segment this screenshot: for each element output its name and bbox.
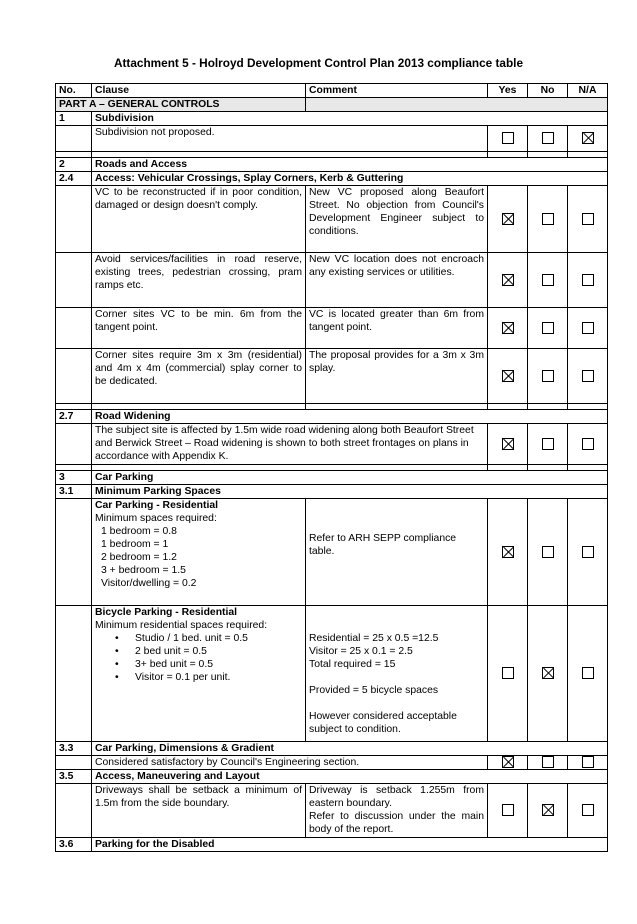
header-no: No. xyxy=(56,84,92,98)
checkbox[interactable] xyxy=(582,213,594,225)
table-header-row xyxy=(56,84,608,98)
checkbox-checked[interactable] xyxy=(542,804,554,816)
clause-text: Avoid services/facilities in road reserve, existing trees, pedestrian crossing, pram ramps etc. xyxy=(92,253,306,308)
comment-cell xyxy=(306,499,488,606)
header-yes: Yes xyxy=(488,84,528,98)
checkbox-checked[interactable] xyxy=(502,213,514,225)
bicycle-requirements-list xyxy=(95,632,302,684)
section-row xyxy=(56,471,608,485)
list-item: • Studio / 1 bed. unit = 0.5 xyxy=(115,632,302,645)
checkbox[interactable] xyxy=(542,213,554,225)
comment-cell xyxy=(306,784,488,838)
clause-text: Corner sites require 3m x 3m (residential) and 4m x 4m (commercial) splay corner to be dedicated. xyxy=(92,349,306,404)
yes-cell xyxy=(488,126,528,152)
part-a-filler xyxy=(306,98,608,112)
header-comment: Comment xyxy=(306,84,488,98)
checkbox[interactable] xyxy=(582,756,594,768)
list-item: • 3+ bed unit = 0.5 xyxy=(115,658,302,671)
checkbox[interactable] xyxy=(542,438,554,450)
list-item: 1 bedroom = 0.8 xyxy=(101,526,177,537)
section-title: Road Widening xyxy=(92,410,608,424)
list-item: • Visitor = 0.1 per unit. xyxy=(115,671,302,684)
page-title: Attachment 5 - Holroyd Development Control Plan 2013 compliance table xyxy=(113,56,524,70)
clause-text: VC to be reconstructed if in poor condition, damaged or design doesn't comply. xyxy=(92,186,306,253)
section-number: 2 xyxy=(56,158,92,172)
part-a-heading: PART A – GENERAL CONTROLS xyxy=(56,98,306,112)
comment-line: Provided = 5 bicycle spaces xyxy=(309,685,439,696)
checkbox[interactable] xyxy=(542,322,554,334)
section-title: Access: Vehicular Crossings, Splay Corners, Kerb & Guttering xyxy=(92,172,608,186)
section-title: Minimum Parking Spaces xyxy=(92,485,608,499)
table-row xyxy=(56,499,608,606)
clause-text: Corner sites VC to be min. 6m from the tangent point. xyxy=(92,308,306,349)
table-row xyxy=(56,126,608,152)
na-cell xyxy=(568,126,608,152)
comment-text: New VC location does not encroach any existing services or utilities. xyxy=(306,253,488,308)
checkbox[interactable] xyxy=(582,438,594,450)
section-row xyxy=(56,485,608,499)
section-row xyxy=(56,112,608,126)
table-row xyxy=(56,253,608,308)
checkbox[interactable] xyxy=(582,804,594,816)
comment-line: Driveway is setback 1.255m from eastern boundary. xyxy=(309,785,484,809)
checkbox-checked[interactable] xyxy=(502,756,514,768)
section-title: Car Parking, Dimensions & Gradient xyxy=(92,742,608,756)
header-no-col: No xyxy=(528,84,568,98)
part-a-row xyxy=(56,98,608,112)
header-na: N/A xyxy=(568,84,608,98)
section-title: Roads and Access xyxy=(92,158,608,172)
comment-line: Total required = 15 xyxy=(309,659,396,670)
list-item: 2 bedroom = 1.2 xyxy=(101,552,177,563)
list-item: • 2 bed unit = 0.5 xyxy=(115,645,302,658)
clause-text: Driveways shall be setback a minimum of 1.5m from the side boundary. xyxy=(92,784,306,838)
checkbox[interactable] xyxy=(582,667,594,679)
section-row xyxy=(56,172,608,186)
checkbox[interactable] xyxy=(582,274,594,286)
header-clause: Clause xyxy=(92,84,306,98)
section-title: Subdivision xyxy=(92,112,608,126)
table-row xyxy=(56,186,608,253)
comment-text: VC is located greater than 6m from tangent point. xyxy=(306,308,488,349)
bicycle-parking-intro: Minimum residential spaces required: xyxy=(95,620,268,631)
table-row xyxy=(56,606,608,742)
section-row xyxy=(56,410,608,424)
section-number: 2.7 xyxy=(56,410,92,424)
list-item: 3 + bedroom = 1.5 xyxy=(101,565,186,576)
comment-line: Refer to discussion under the main body of the report. xyxy=(309,811,484,835)
checkbox-checked[interactable] xyxy=(502,438,514,450)
section-title: Access, Maneuvering and Layout xyxy=(92,770,608,784)
checkbox[interactable] xyxy=(502,667,514,679)
clause-text: The subject site is affected by 1.5m wide road widening along both Beaufort Street and Berwick Street – Road widening is shown to both street frontages on plans in accordance with Appendix K. xyxy=(92,424,488,465)
bicycle-parking-clause xyxy=(92,606,306,742)
checkbox-checked[interactable] xyxy=(542,667,554,679)
checkbox[interactable] xyxy=(542,132,554,144)
table-row xyxy=(56,424,608,465)
section-title: Parking for the Disabled xyxy=(92,838,608,852)
section-row xyxy=(56,838,608,852)
bicycle-parking-heading: Bicycle Parking - Residential xyxy=(95,607,238,618)
no-cell xyxy=(528,126,568,152)
section-number: 2.4 xyxy=(56,172,92,186)
table-row xyxy=(56,308,608,349)
car-parking-heading: Car Parking - Residential xyxy=(95,500,218,511)
table-row xyxy=(56,756,608,770)
checkbox[interactable] xyxy=(582,322,594,334)
checkbox-checked[interactable] xyxy=(582,132,594,144)
section-number: 3.5 xyxy=(56,770,92,784)
section-row xyxy=(56,770,608,784)
table-row xyxy=(56,349,608,404)
section-number: 3.6 xyxy=(56,838,92,852)
checkbox-checked[interactable] xyxy=(502,370,514,382)
section-title: Car Parking xyxy=(92,471,608,485)
comment-text: The proposal provides for a 3m x 3m splay. xyxy=(306,349,488,404)
section-row xyxy=(56,158,608,172)
checkbox[interactable] xyxy=(542,756,554,768)
section-number: 3 xyxy=(56,471,92,485)
table-row xyxy=(56,784,608,838)
checkbox[interactable] xyxy=(542,370,554,382)
checkbox[interactable] xyxy=(502,804,514,816)
comment-cell xyxy=(306,606,488,742)
section-row xyxy=(56,742,608,756)
checkbox[interactable] xyxy=(582,370,594,382)
checkbox-checked[interactable] xyxy=(502,274,514,286)
checkbox[interactable] xyxy=(542,546,554,558)
comment-line: Residential = 25 x 0.5 =12.5 xyxy=(309,633,439,644)
comment-text: New VC proposed along Beaufort Street. No objection from Council's Development Engineer subject to conditions. xyxy=(306,186,488,253)
comment-line: However considered acceptable subject to condition. xyxy=(309,711,457,735)
section-number: 3.1 xyxy=(56,485,92,499)
checkbox[interactable] xyxy=(502,132,514,144)
comment-text: Refer to ARH SEPP compliance table. xyxy=(309,533,457,557)
compliance-table xyxy=(55,83,608,852)
checkbox[interactable] xyxy=(542,274,554,286)
clause-text: Considered satisfactory by Council's Engineering section. xyxy=(92,756,488,770)
section-number: 1 xyxy=(56,112,92,126)
checkbox-checked[interactable] xyxy=(502,546,514,558)
list-item: Visitor/dwelling = 0.2 xyxy=(101,578,197,589)
clause-text: Subdivision not proposed. xyxy=(92,126,488,152)
section-number: 3.3 xyxy=(56,742,92,756)
car-parking-intro: Minimum spaces required: xyxy=(95,513,217,524)
checkbox[interactable] xyxy=(582,546,594,558)
list-item: 1 bedroom = 1 xyxy=(101,539,169,550)
car-parking-clause xyxy=(92,499,306,606)
comment-line: Visitor = 25 x 0.1 = 2.5 xyxy=(309,646,413,657)
checkbox-checked[interactable] xyxy=(502,322,514,334)
